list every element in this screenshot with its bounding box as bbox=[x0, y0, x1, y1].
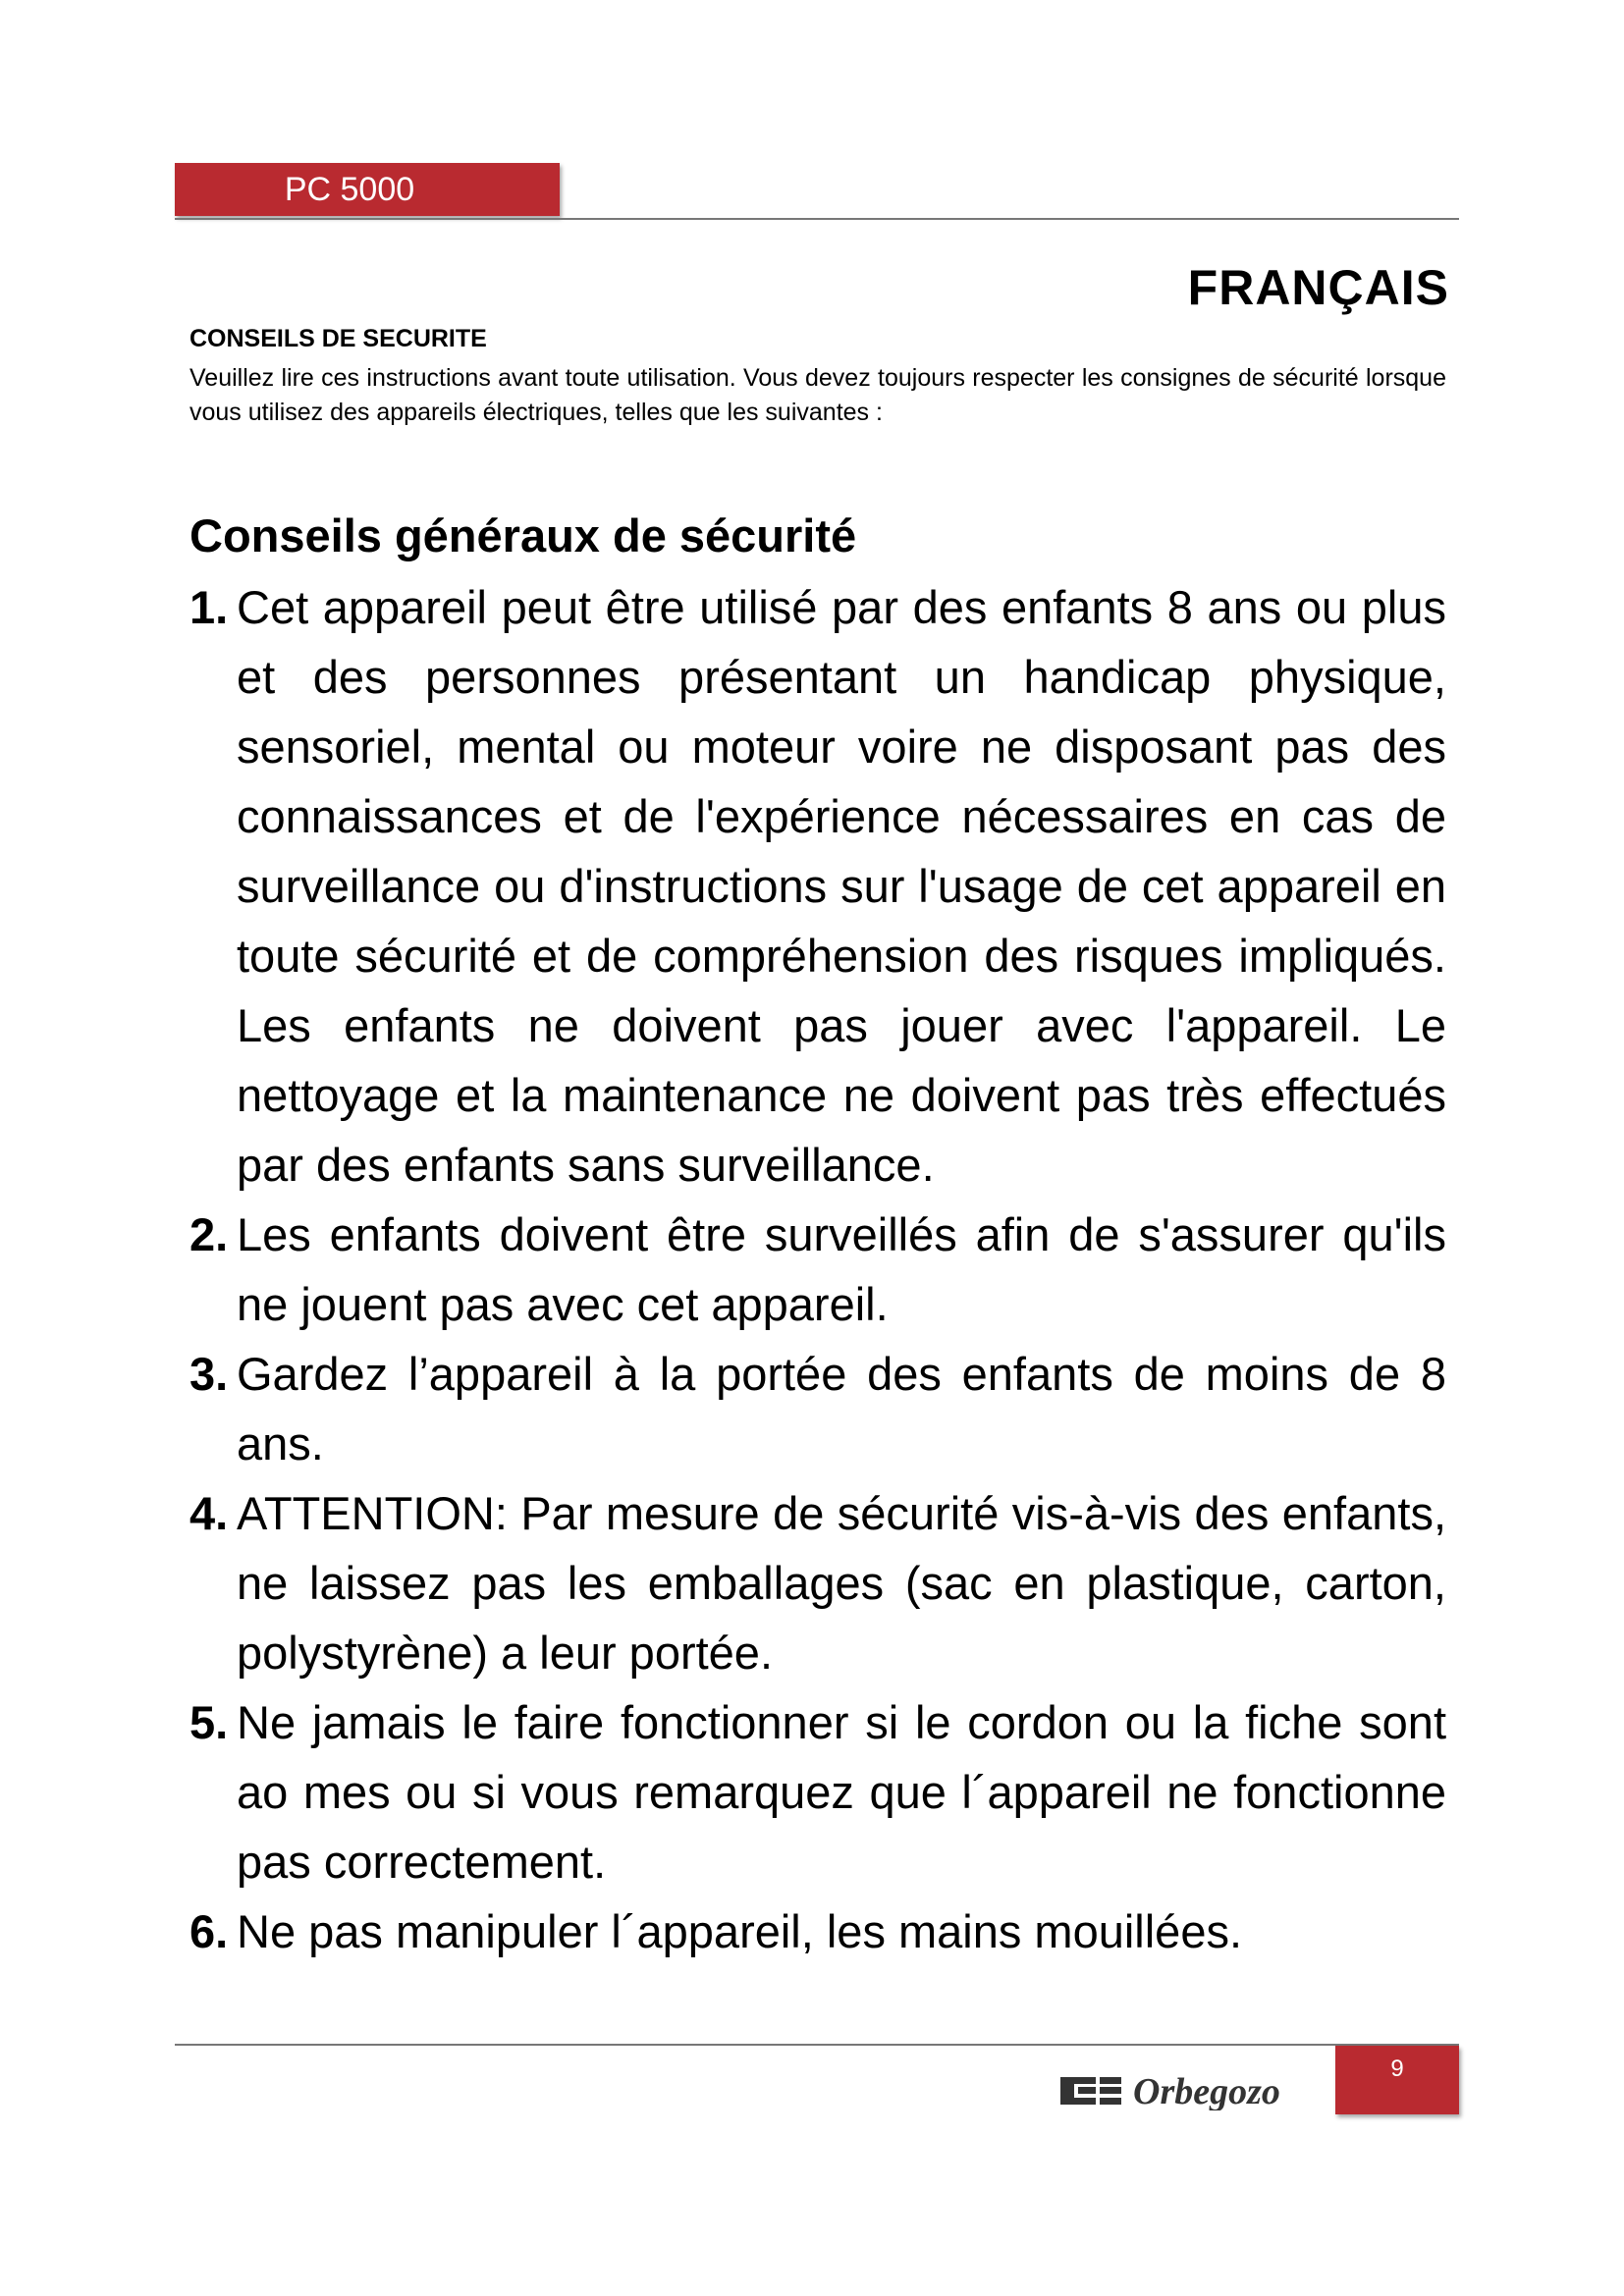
safety-intro: Veuillez lire ces instructions avant toute utilisation. Vous devez toujours respecter les consignes de sécurité lorsque vous utilisez des appareils électriques, telles que les suivantes : bbox=[189, 364, 1446, 426]
section-title: Conseils généraux de sécurité bbox=[189, 509, 857, 561]
page-number: 9 bbox=[1390, 2056, 1404, 2082]
brand-name: Orbegozo bbox=[1133, 2071, 1280, 2110]
item-text: ATTENTION: Par mesure de sécurité vis-à-vis des enfants, ne laissez pas les emballages (sac en plastique, carton, polystyrène) a leur portée. bbox=[237, 1487, 1446, 1679]
header-rule bbox=[175, 218, 1459, 220]
footer-rule bbox=[175, 2044, 1459, 2046]
list-item bbox=[189, 1687, 1446, 1896]
brand-mark-icon bbox=[1060, 2077, 1121, 2105]
list-item bbox=[189, 1896, 1446, 1966]
language-heading: FRANÇAIS bbox=[1187, 260, 1449, 315]
item-text: Gardez l’appareil à la portée des enfants de moins de 8 ans. bbox=[237, 1348, 1446, 1469]
list-item bbox=[189, 572, 1446, 1200]
item-number: 5. bbox=[189, 1696, 229, 1748]
item-text: Cet appareil peut être utilisé par des enfants 8 ans ou plus et des personnes présentant un handicap physique, sensoriel, mental ou moteur voire ne disposant pas des connaissances et de l'expérience nécessaires en cas de surveillance ou d'instructions sur l'usage de cet appareil en toute sécurité et de compréhension des risques impliqués. Les enfants ne doivent pas jouer avec l'appareil. Le nettoyage et la maintenance ne doivent pas très effectués par des enfants sans surveillance. bbox=[237, 581, 1446, 1191]
item-text: Ne jamais le faire fonctionner si le cordon ou la fiche sont ao mes ou si vous remarquez que l´appareil ne fonctionne pas correctement. bbox=[237, 1696, 1446, 1888]
model-label: PC 5000 bbox=[284, 171, 415, 208]
brand-logo bbox=[1058, 2065, 1314, 2110]
item-number: 2. bbox=[189, 1208, 229, 1260]
item-number: 4. bbox=[189, 1487, 229, 1539]
list-item bbox=[189, 1339, 1446, 1478]
safety-title: CONSEILS DE SECURITE bbox=[189, 325, 487, 352]
item-number: 3. bbox=[189, 1348, 229, 1400]
item-text: Ne pas manipuler l´appareil, les mains mouillées. bbox=[237, 1905, 1243, 1957]
item-number: 6. bbox=[189, 1905, 229, 1957]
list-item bbox=[189, 1478, 1446, 1687]
list-item bbox=[189, 1200, 1446, 1339]
safety-list bbox=[189, 572, 1446, 1966]
item-text: Les enfants doivent être surveillés afin de s'assurer qu'ils ne jouent pas avec cet appareil. bbox=[237, 1208, 1446, 1330]
page-number-box bbox=[1335, 2046, 1459, 2114]
item-number: 1. bbox=[189, 581, 229, 633]
model-tab bbox=[175, 163, 560, 216]
